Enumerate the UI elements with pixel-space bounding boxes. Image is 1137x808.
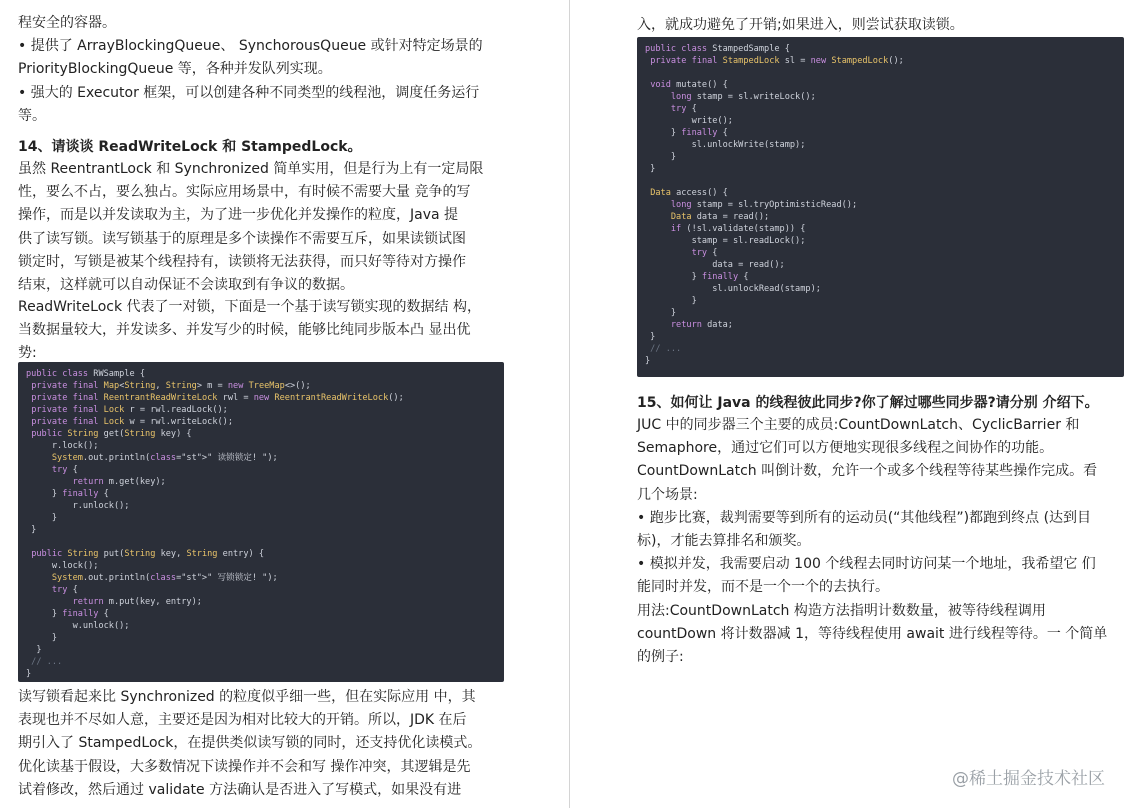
code-line: } finally { [645, 128, 728, 138]
code-line: private final StampedLock sl = new StampedLock(); [650, 56, 904, 66]
text-line: 势: [18, 345, 37, 362]
code-line [637, 175, 1124, 187]
code-line: System.out.println(class="st">" 读锁锁定! "); [51, 453, 278, 463]
code-line: } [26, 669, 32, 679]
code-line: } [645, 152, 677, 162]
code-line: } [645, 356, 651, 366]
code-line: // ... [26, 657, 63, 667]
bullet-line: • 模拟并发，我需要启动 100 个线程去同时访问某一个地址，我希望它 们 [637, 556, 1096, 573]
code-line: } [26, 645, 42, 655]
q15-paragraph [637, 414, 1107, 669]
text-line: 程安全的容器。 [18, 15, 116, 31]
q14-heading: 14、请谈谈 ReadWriteLock 和 StampedLock。 [18, 139, 362, 155]
rwsample-code-block [18, 362, 504, 682]
code-line: if (!sl.validate(stamp)) { [670, 224, 806, 234]
code-line: sl.unlockWrite(stamp); [645, 140, 806, 150]
code-line [637, 67, 1124, 79]
code-line: sl.unlockRead(stamp); [645, 284, 821, 294]
code-line: private final Map<String, String> m = new TreeMap<>(); [31, 381, 311, 391]
code-line: } [26, 525, 37, 535]
code-line: public String get(String key) { [31, 429, 192, 439]
stampedsample-code-block [637, 37, 1124, 377]
text-line: 性，要么不占，要么独占。实际应用场景中，有时候不需要大量 竞争的写 [18, 184, 471, 201]
text-line: 操作，而是以并发读取为主，为了进一步优化并发操作的粒度，Java 提 [18, 207, 459, 224]
code-line: try { [51, 465, 78, 475]
code-line: } [645, 164, 656, 174]
text-line: 供了读写锁。读写锁基于的原理是多个读操作不需要互斥，如果读锁试图 [18, 230, 466, 247]
text-line: Semaphore，通过它们可以方便地实现很多线程之间协作的功能。 [637, 440, 1054, 457]
text-line: 读写锁看起来比 Synchronized 的粒度似乎细一些，但在实际应用 中，其 [18, 689, 476, 705]
code-line: stamp = sl.readLock(); [645, 236, 806, 246]
code-line: long stamp = sl.tryOptimisticRead(); [670, 200, 858, 210]
code-line: r.unlock(); [26, 501, 130, 511]
text-line: JUC 中的同步器三个主要的成员:CountDownLatch、CyclicBarrier 和 [637, 417, 1080, 433]
text-line: PriorityBlockingQueue 等，各种并发队列实现。 [18, 61, 332, 78]
code-line [18, 536, 504, 548]
text-line: 锁定时，写锁是被某个线程持有，读锁将无法获得，而只好等待对方操作 [18, 253, 466, 270]
code-line: long stamp = sl.writeLock(); [670, 92, 816, 102]
q14-paragraph-2 [18, 296, 481, 366]
code-line: } [26, 633, 58, 643]
text-line: 等。 [18, 107, 46, 124]
text-line: 用法:CountDownLatch 构造方法指明计数数量，被等待线程调用 [637, 602, 1046, 619]
code-line: } [26, 513, 58, 523]
text-line: 虽然 ReentrantLock 和 Synchronized 简单实用，但是行为上有一定局限 [18, 161, 484, 177]
code-line: private final Lock w = rwl.writeLock(); [31, 417, 234, 427]
code-line: } [645, 308, 677, 318]
text-line: ReadWriteLock 代表了一对锁，下面是一个基于读写锁实现的数据结 构， [18, 299, 481, 315]
code-line: } finally { [26, 489, 109, 499]
text-line: CountDownLatch 叫倒计数，允许一个或多个线程等待某些操作完成。看 [637, 463, 1098, 480]
code-line: return m.put(key, entry); [72, 597, 202, 607]
code-line: w.unlock(); [26, 621, 130, 631]
text-line: countDown 将计数器减 1，等待线程使用 await 进行线程等待。一 个简单 [637, 625, 1108, 642]
code-line: r.lock(); [26, 441, 99, 451]
code-line: private final ReentrantReadWriteLock rwl = new ReentrantReadWriteLock(); [31, 393, 404, 403]
code-line: System.out.println(class="st">" 写锁锁定! "); [51, 573, 278, 583]
text-line: 表现也并不尽如人意，主要还是因为相对比较大的开销。所以，JDK 在后 [18, 712, 467, 729]
q14-paragraph-3 [18, 686, 481, 802]
text-line: 优化读基于假设，大多数情况下读操作并不会和写 操作冲突，其逻辑是先 [18, 758, 471, 775]
watermark: @稀土掘金技术社区 [952, 769, 1105, 789]
code-line: try { [51, 585, 78, 595]
text-line: 的例子: [637, 649, 684, 666]
text-line: 标)，才能去算排名和颁奖。 [637, 533, 811, 550]
code-line: return m.get(key); [72, 477, 166, 487]
code-line: public class StampedSample { [645, 44, 790, 54]
page-divider [569, 0, 570, 808]
code-line: } finally { [26, 609, 109, 619]
text-line: 几个场景: [637, 486, 698, 503]
bullet-line: • 强大的 Executor 框架，可以创建各种不同类型的线程池，调度任务运行 [18, 84, 480, 101]
code-line: write(); [645, 116, 733, 126]
code-line: } [645, 296, 697, 306]
code-line: return data; [670, 320, 733, 330]
text-line: 结束，这样就可以自动保证不会读取到有争议的数据。 [18, 277, 354, 294]
code-line: w.lock(); [26, 561, 99, 571]
code-line: try { [691, 248, 718, 258]
q15-heading: 15、如何让 Java 的线程彼此同步?你了解过哪些同步器?请分别 介绍下。 [637, 395, 1099, 411]
text-line: 试着修改，然后通过 validate 方法确认是否进入了写模式，如果没有进 [18, 781, 462, 798]
code-line: data = read(); [645, 260, 785, 270]
text-line: 当数据量较大，并发读多、并发写少的时候，能够比纯同步版本凸 显出优 [18, 322, 471, 339]
intro-section [18, 12, 483, 128]
code-line: } finally { [645, 272, 749, 282]
bullet-line: • 提供了 ArrayBlockingQueue、 SynchorousQueue 或针对特定场景的 [18, 38, 483, 55]
code-line: void mutate() { [650, 80, 728, 90]
bullet-line: • 跑步比赛，裁判需要等到所有的运动员(“其他线程”)都跑到终点 (达到目 [637, 509, 1092, 526]
code-line: public String put(String key, String entry) { [31, 549, 265, 559]
text-line: 能同时并发，而不是一个一个的去执行。 [637, 579, 889, 596]
code-line: try { [670, 104, 697, 114]
q14-paragraph-1 [18, 158, 483, 297]
text-line: 期引入了 StampedLock，在提供类似读写锁的同时，还支持优化读模式。 [18, 735, 482, 752]
code-line: private final Lock r = rwl.readLock(); [31, 405, 228, 415]
code-line: // ... [645, 344, 682, 354]
continued-line: 入，就成功避免了开销;如果进入，则尝试获取读锁。 [637, 17, 964, 33]
code-line: public class RWSample { [26, 369, 146, 379]
code-line: Data data = read(); [670, 212, 770, 222]
code-line: } [645, 332, 656, 342]
code-line: Data access() { [650, 188, 728, 198]
